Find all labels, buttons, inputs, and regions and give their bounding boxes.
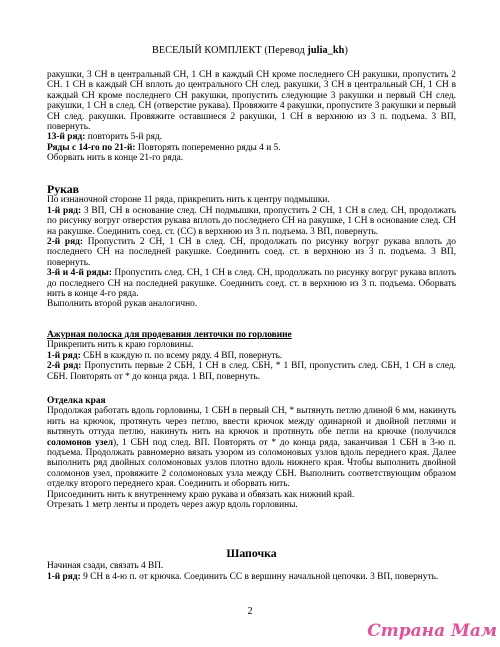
row-text: Повторять попеременно ряды 4 и 5. [135, 142, 281, 153]
watermark-logo [367, 618, 498, 642]
document-title [0, 45, 500, 56]
watermark-graphic [367, 618, 498, 642]
continuation-block [47, 70, 456, 164]
end-note: Оборвать нить в конце 21-го ряда. [47, 153, 184, 164]
rows-14-21 [47, 143, 456, 153]
row-text: повторить 5-й ряд. [85, 132, 163, 143]
lace-row-1 [47, 351, 456, 361]
edge-text-b: ), 1 СБН под след. ВП. Повторять от * до конца ряда, заканчивая 1 СБН в 3-ю п. подъема. Продолжать равномерно вязать узором из соломоновых узлов вдоль переднего края. Далее выполнить ряд двойных соломоновых узлов плотно вдоль нижнего края. Чтобы выполнить двойной соломонов узел, провяжите 2 соломоновых узла между СБН. Выполнить соответствующим образом отделку второго переднего края. Соединить и оборвать нить. [47, 437, 456, 490]
edge-ribbon-note: Отрезать 1 метр ленты и продеть через ажур вдоль горловины. [47, 500, 298, 511]
row-text: Пропустить 2 СН, 1 СН в след. СН, продолжать по рисунку вогруг рукава вплоть до последнего СН на последней ракушке. Соединить соед. ст. в верхнюю из 3 п. подъема. 3 ВП, повернуть. [47, 237, 456, 268]
hat-intro: Начиная сзади, связать 4 ВП. [47, 561, 164, 572]
edge-text-a: Продолжая работать вдоль горловины, 1 СБН в первый СН, * вытянуть петлю длиной 6 мм, накинуть нить на крючок, протянуть через петлю, ввести крючок между одинарной и двойной петлями и вытянуть оттуда петлю, накинуть нить на крючок и протянуть обе петли на крючке (получился [47, 406, 456, 438]
section-heading-edge: Отделка края [47, 396, 106, 406]
hat-row-1 [47, 572, 456, 582]
row-text: Пропустить первые 2 СБН, 1 СН в след. СБН, * 1 ВП, пропустить след. СБН, 1 СН в след. СБН. Повторять от * до конца ряда. 1 ВП, повернуть. [47, 361, 456, 382]
edge-sleeve-note: Присоединить нить к внутреннему краю рукава и обвязать как нижний край. [47, 489, 355, 500]
lace-intro: Прикрепить нить к краю горловины. [47, 340, 194, 351]
row-label: 1-й ряд: [47, 571, 81, 582]
sleeve-row-2 [47, 237, 456, 268]
lace-section [47, 330, 456, 382]
sleeve-row-1 [47, 206, 456, 237]
row-label: 2-й ряд: [47, 361, 82, 372]
section-heading-lace: Ажурная полоска для продевания ленточки по горловине [47, 330, 292, 340]
continuation-paragraph: ракушки, 3 СН в центральный СН, 1 СН в каждый СН кроме последнего СН ракушки, пропустить 2 СН. 1 СН в каждый СН вплоть до центрального СН след. ракушки, 3 СН в центральный СН, 1 СН в каждый СН кроме последнего СН ракушки, пропустить следующие 3 ракушки и первый СН след. ракушки, 1 СН в след. СН (отверстие рукава). Провяжите 4 ракушки, пропустите 3 ракушки и первый СН след. ракушки. Провяжите оставшиеся 2 ракушки, 1 СН в верхнюю из 3 п. подъема. 3 ВП, повернуть. [47, 70, 456, 133]
edge-term: соломонов узел [47, 437, 113, 448]
row-label: 13-й ряд: [47, 132, 86, 143]
title-suffix: ) [344, 45, 348, 56]
row-text: 9 СН в 4-ю п. от крючка. Соединить СС в вершину начальной цепочки. 3 ВП, повернуть. [80, 571, 439, 582]
sleeve-second: Выполнить второй рукав аналогично. [47, 299, 198, 310]
edge-paragraph [47, 406, 456, 489]
row-label: 1-й ряд: [47, 205, 82, 216]
sleeve-section [47, 184, 456, 310]
row-text: СБН в каждую п. по всему ряду. 4 ВП, повернуть. [80, 350, 283, 361]
row-text: Пропустить след. СН, 1 СН в след. СН, продолжать по рисунку вогруг рукава вплоть до последнего СН на последней ракушке. Соединить соед. ст. в верхнюю из 3 п. подъема. Оборвать нить в конце 4-го ряда. [47, 268, 456, 300]
translator-name: julia_kh [307, 45, 345, 56]
edge-section [47, 396, 456, 510]
row-label: 2-й ряд: [47, 237, 84, 248]
svg-text:Страна Мам: Страна Мам [367, 621, 497, 641]
row-label: 1-й ряд: [47, 350, 81, 361]
row-13 [47, 132, 456, 142]
section-heading-sleeve: Рукав [47, 182, 79, 196]
row-label: 3-й и 4-й ряды: [47, 268, 112, 279]
sleeve-intro: По изнаночной стороне 11 ряда, прикрепить нить к центру подмышки. [47, 195, 330, 206]
title-prefix: ВЕСЕЛЫЙ КОМПЛЕКТ (Перевод [152, 45, 308, 56]
hat-section [47, 548, 456, 582]
lace-row-2 [47, 361, 456, 382]
row-label: Ряды с 14-го по 21-й: [47, 142, 136, 153]
page-number: 2 [247, 606, 253, 617]
sleeve-rows-3-4 [47, 268, 456, 299]
section-heading-hat: Шапочка [226, 546, 277, 560]
row-text: 3 ВП, СН в основание след. СН подмышки, пропустить 2 СН, 1 СН в след. СН, продолжать по рисунку вогруг отверстия рукава вплоть до последнего СН на ракушке, 1 СН в основание след. СН на ракушке. Соединить соед. ст. (СС) в верхнюю из 3 п. подъема. 3 ВП, повернуть. [47, 205, 456, 237]
